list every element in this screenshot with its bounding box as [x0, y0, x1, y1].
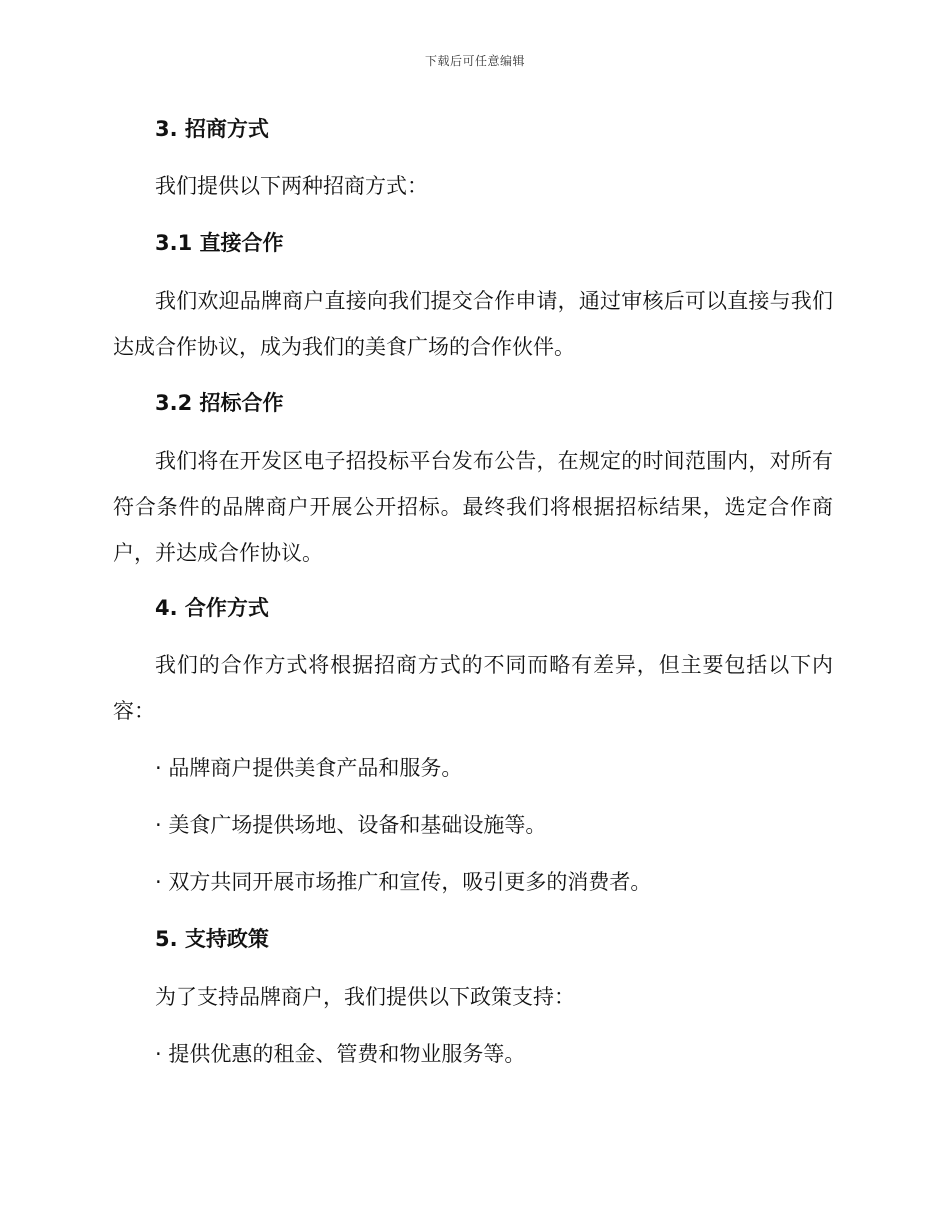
list-item: · 品牌商户提供美食产品和服务。 — [155, 756, 463, 780]
intro-paragraph: 我们提供以下两种招商方式： — [155, 174, 428, 198]
section-heading-4: 4. 合作方式 — [155, 596, 269, 620]
section-heading-3-1: 3.1 直接合作 — [155, 231, 284, 255]
paragraph-4: 我们的合作方式将根据招商方式的不同而略有差异，但主要包括以下内容： — [113, 653, 833, 723]
section-heading-3-2: 3.2 招标合作 — [155, 391, 284, 415]
paragraph-3-2: 我们将在开发区电子招投标平台发布公告，在规定的时间范围内，对所有符合条件的品牌商户开展公开招标。最终我们将根据招标结果，选定合作商户，并达成合作协议。 — [113, 449, 833, 565]
section-heading-5: 5. 支持政策 — [155, 927, 269, 951]
page-header: 下载后可任意编辑 — [424, 54, 525, 68]
list-item: · 双方共同开展市场推广和宣传，吸引更多的消费者。 — [155, 870, 652, 894]
list-item: · 美食广场提供场地、设备和基础设施等。 — [155, 813, 547, 837]
paragraph-3-1: 我们欢迎品牌商户直接向我们提交合作申请，通过审核后可以直接与我们达成合作协议，成为我们的美食广场的合作伙伴。 — [113, 289, 833, 359]
paragraph-5: 为了支持品牌商户，我们提供以下政策支持： — [155, 985, 575, 1009]
list-item: · 提供优惠的租金、管费和物业服务等。 — [155, 1042, 526, 1066]
section-heading-3: 3. 招商方式 — [155, 117, 269, 141]
